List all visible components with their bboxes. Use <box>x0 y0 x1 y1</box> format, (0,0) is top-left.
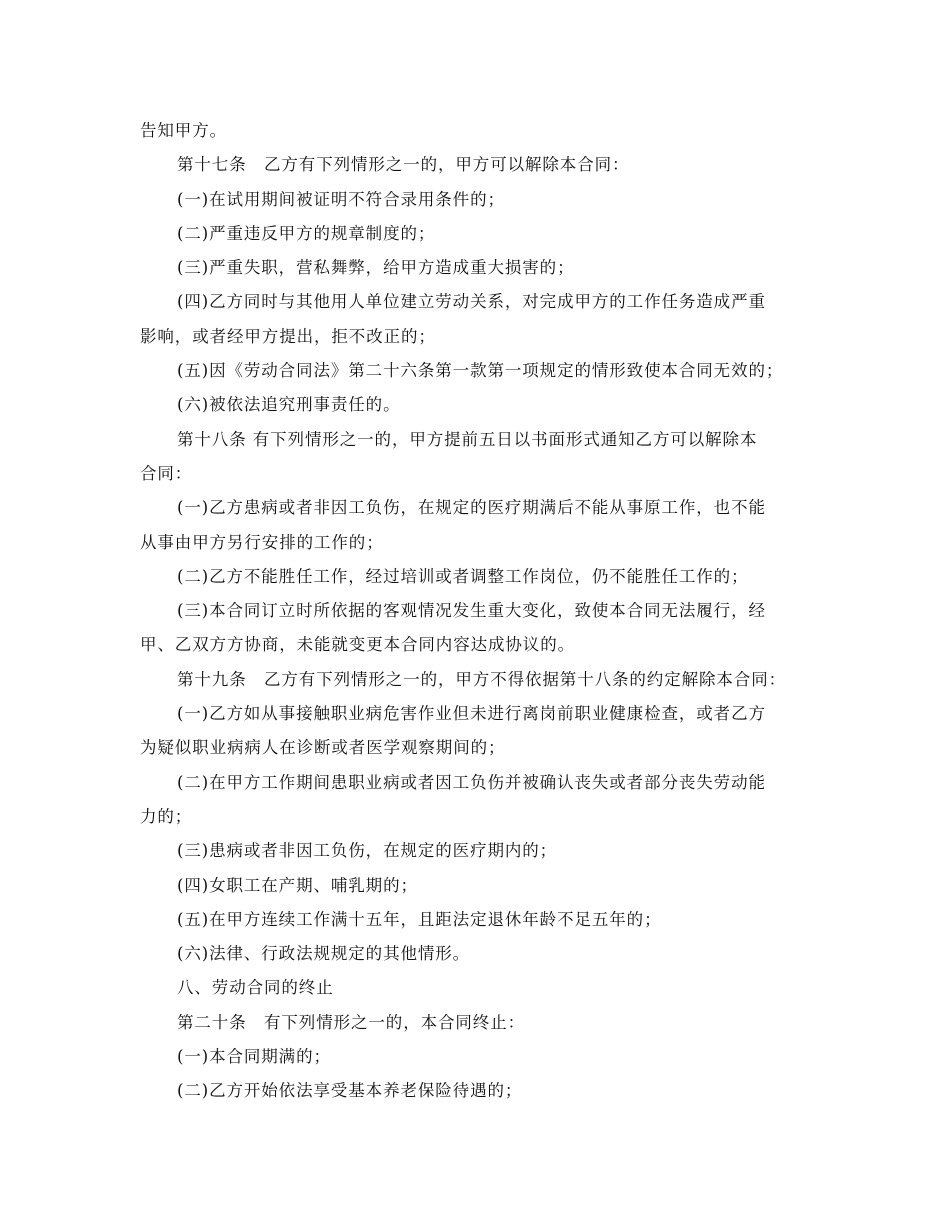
text-line: 为疑似职业病病人在诊断或者医学观察期间的； <box>140 738 506 758</box>
clause-19-item-1: (一)乙方如从事接触职业病危害作业但未进行离岗前职业健康检查，或者乙方 <box>177 704 766 724</box>
clause-17-item-1: (一)在试用期间被证明不符合录用条件的； <box>177 189 505 209</box>
text-line: 力的； <box>140 806 193 826</box>
text-line: 甲、乙双方方协商，未能就变更本合同内容达成协议的。 <box>140 635 575 655</box>
document-body <box>140 114 820 1109</box>
clause-17-item-5: (五)因《劳动合同法》第二十六条第一款第一项规定的情形致使本合同无效的； <box>177 361 784 381</box>
text-line: 告知甲方。 <box>140 121 227 140</box>
clause-19-item-5: (五)在甲方连续工作满十五年，且距法定退休年龄不足五年的； <box>177 909 662 929</box>
text-line: 合同： <box>140 463 193 483</box>
text-line: 从事由甲方另行安排的工作的； <box>140 532 384 552</box>
clause-18-item-1: (一)乙方患病或者非因工负伤，在规定的医疗期满后不能从事原工作，也不能 <box>177 498 766 518</box>
clause-19-item-3: (三)患病或者非因工负伤，在规定的医疗期内的； <box>177 841 558 861</box>
clause-17-item-6: (六)被依法追究刑事责任的。 <box>177 395 401 415</box>
clause-19-item-2: (二)在甲方工作期间患职业病或者因工负伤并被确认丧失或者部分丧失劳动能 <box>177 772 766 792</box>
clause-17-item-3: (三)严重失职，营私舞弊，给甲方造成重大损害的； <box>177 258 575 278</box>
clause-20-item-1: (一)本合同期满的； <box>177 1047 331 1067</box>
clause-20-item-2: (二)乙方开始依法享受基本养老保险待遇的； <box>177 1081 523 1101</box>
clause-18-heading: 第十八条 有下列情形之一的，甲方提前五日以书面形式通知乙方可以解除本 <box>177 429 758 449</box>
clause-19-item-6: (六)法律、行政法规规定的其他情形。 <box>177 944 471 964</box>
clause-17-item-2: (二)严重违反甲方的规章制度的； <box>177 223 436 243</box>
clause-19-item-4: (四)女职工在产期、哺乳期的； <box>177 875 418 895</box>
clause-18-item-3: (三)本合同订立时所依据的客观情况发生重大变化，致使本合同无法履行，经 <box>177 601 766 621</box>
clause-17-item-4: (四)乙方同时与其他用人单位建立劳动关系，对完成甲方的工作任务造成严重 <box>177 292 766 312</box>
clause-18-item-2: (二)乙方不能胜任工作，经过培训或者调整工作岗位，仍不能胜任工作的； <box>177 566 749 586</box>
clause-19-heading: 第十九条 乙方有下列情形之一的，甲方不得依据第十八条的约定解除本合同： <box>177 669 786 689</box>
clause-17-heading: 第十七条 乙方有下列情形之一的，甲方可以解除本合同： <box>177 155 630 175</box>
section-8-heading: 八、劳动合同的终止 <box>177 978 334 998</box>
text-line: 影响，或者经甲方提出，拒不改正的； <box>140 326 436 346</box>
clause-20-heading: 第二十条 有下列情形之一的，本合同终止： <box>177 1012 525 1032</box>
